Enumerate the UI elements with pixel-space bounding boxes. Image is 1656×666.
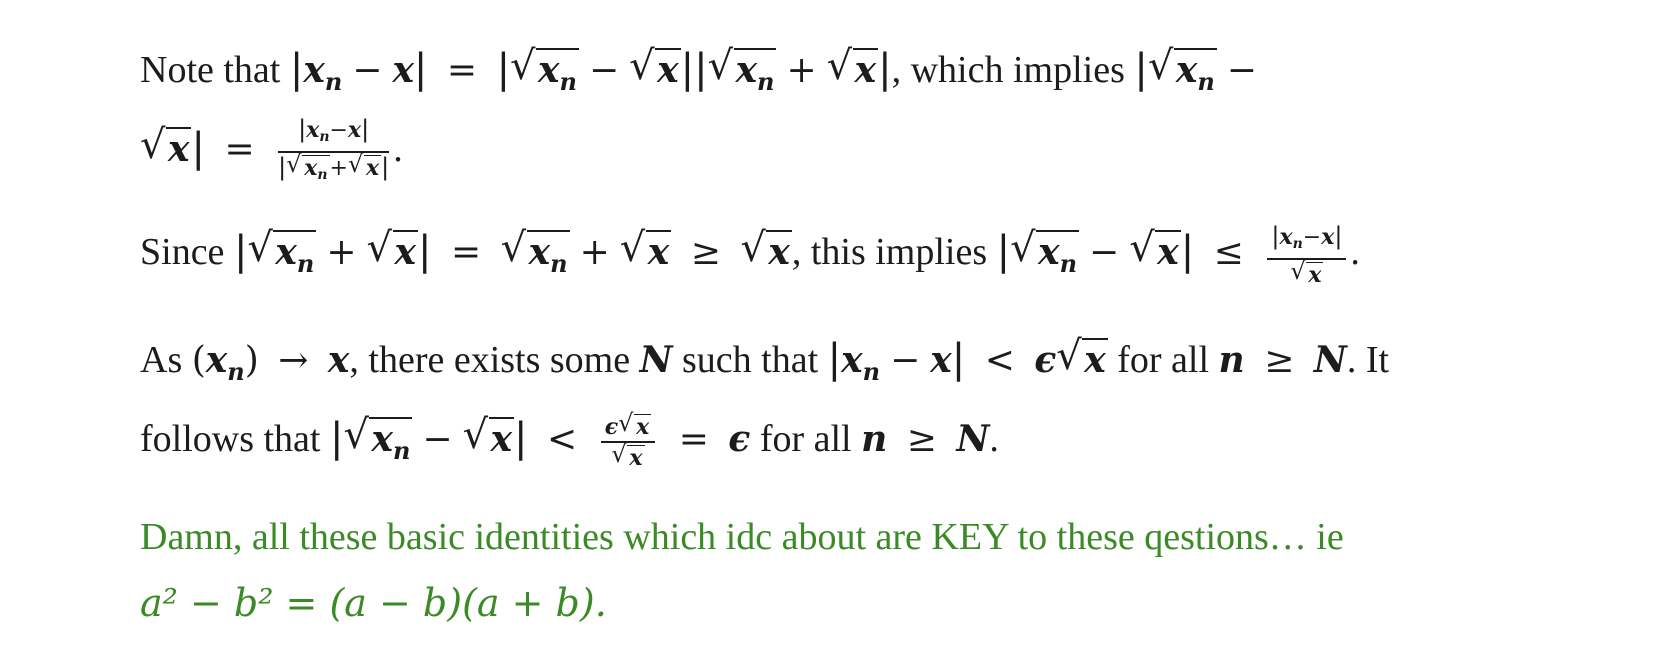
paragraph-2: Since |√ $x_n$ +√ x| = √ $x_n$ +√ x ≥ √ x, this implies |√ $x_n$ −√ x| ≤ $|x_n-x|$ √ x . <box>140 218 1600 287</box>
p2-fraction: $|x_n-x|$ √ x <box>1267 224 1346 287</box>
note-text: Damn, all these basic identities which idc about are KEY to these qestions… ie <box>140 516 1344 558</box>
p3-lead-text: As <box>140 339 183 381</box>
p3-fraction: ϵ√ x √ x <box>601 414 656 470</box>
paragraph-3: As $(x_n) \to x$, there exists some N such that $|x_n - x| < \epsilon√$ x for all n ≥ N. It follows that |√ $x_n$ −√ x| < ϵ√ x √ x = ϵ for all n ≥ N. <box>140 326 1600 473</box>
p2-lead-text: Since <box>140 231 225 273</box>
p2-connector-text: , this implies <box>791 231 988 273</box>
p1-fraction: $\frac{|x_n-x|}{|√ x_n+√ x|}$ <box>278 117 389 187</box>
p1-lead-text: Note that <box>140 49 281 91</box>
paragraph-1: Note that $|x_n - x|$ = |√ $x_n$ −√ x||√ $x_n$ +√ x|, which implies |√ $x_n$ − √ x| = $\frac{|x_n-x|}{|√ x_n+√ x|}$ . <box>140 36 1600 187</box>
annotation-note <box>140 504 1600 637</box>
note-formula: a² − b² = (a − b)(a + b). <box>140 581 607 625</box>
p1-connector-text: , which implies <box>891 49 1125 91</box>
